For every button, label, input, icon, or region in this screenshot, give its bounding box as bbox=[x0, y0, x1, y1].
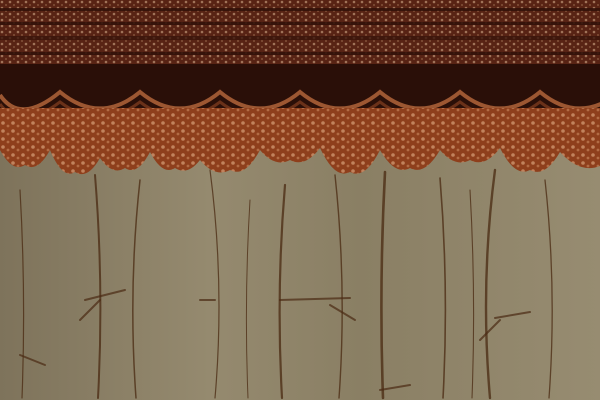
top-striped-band bbox=[0, 0, 600, 72]
